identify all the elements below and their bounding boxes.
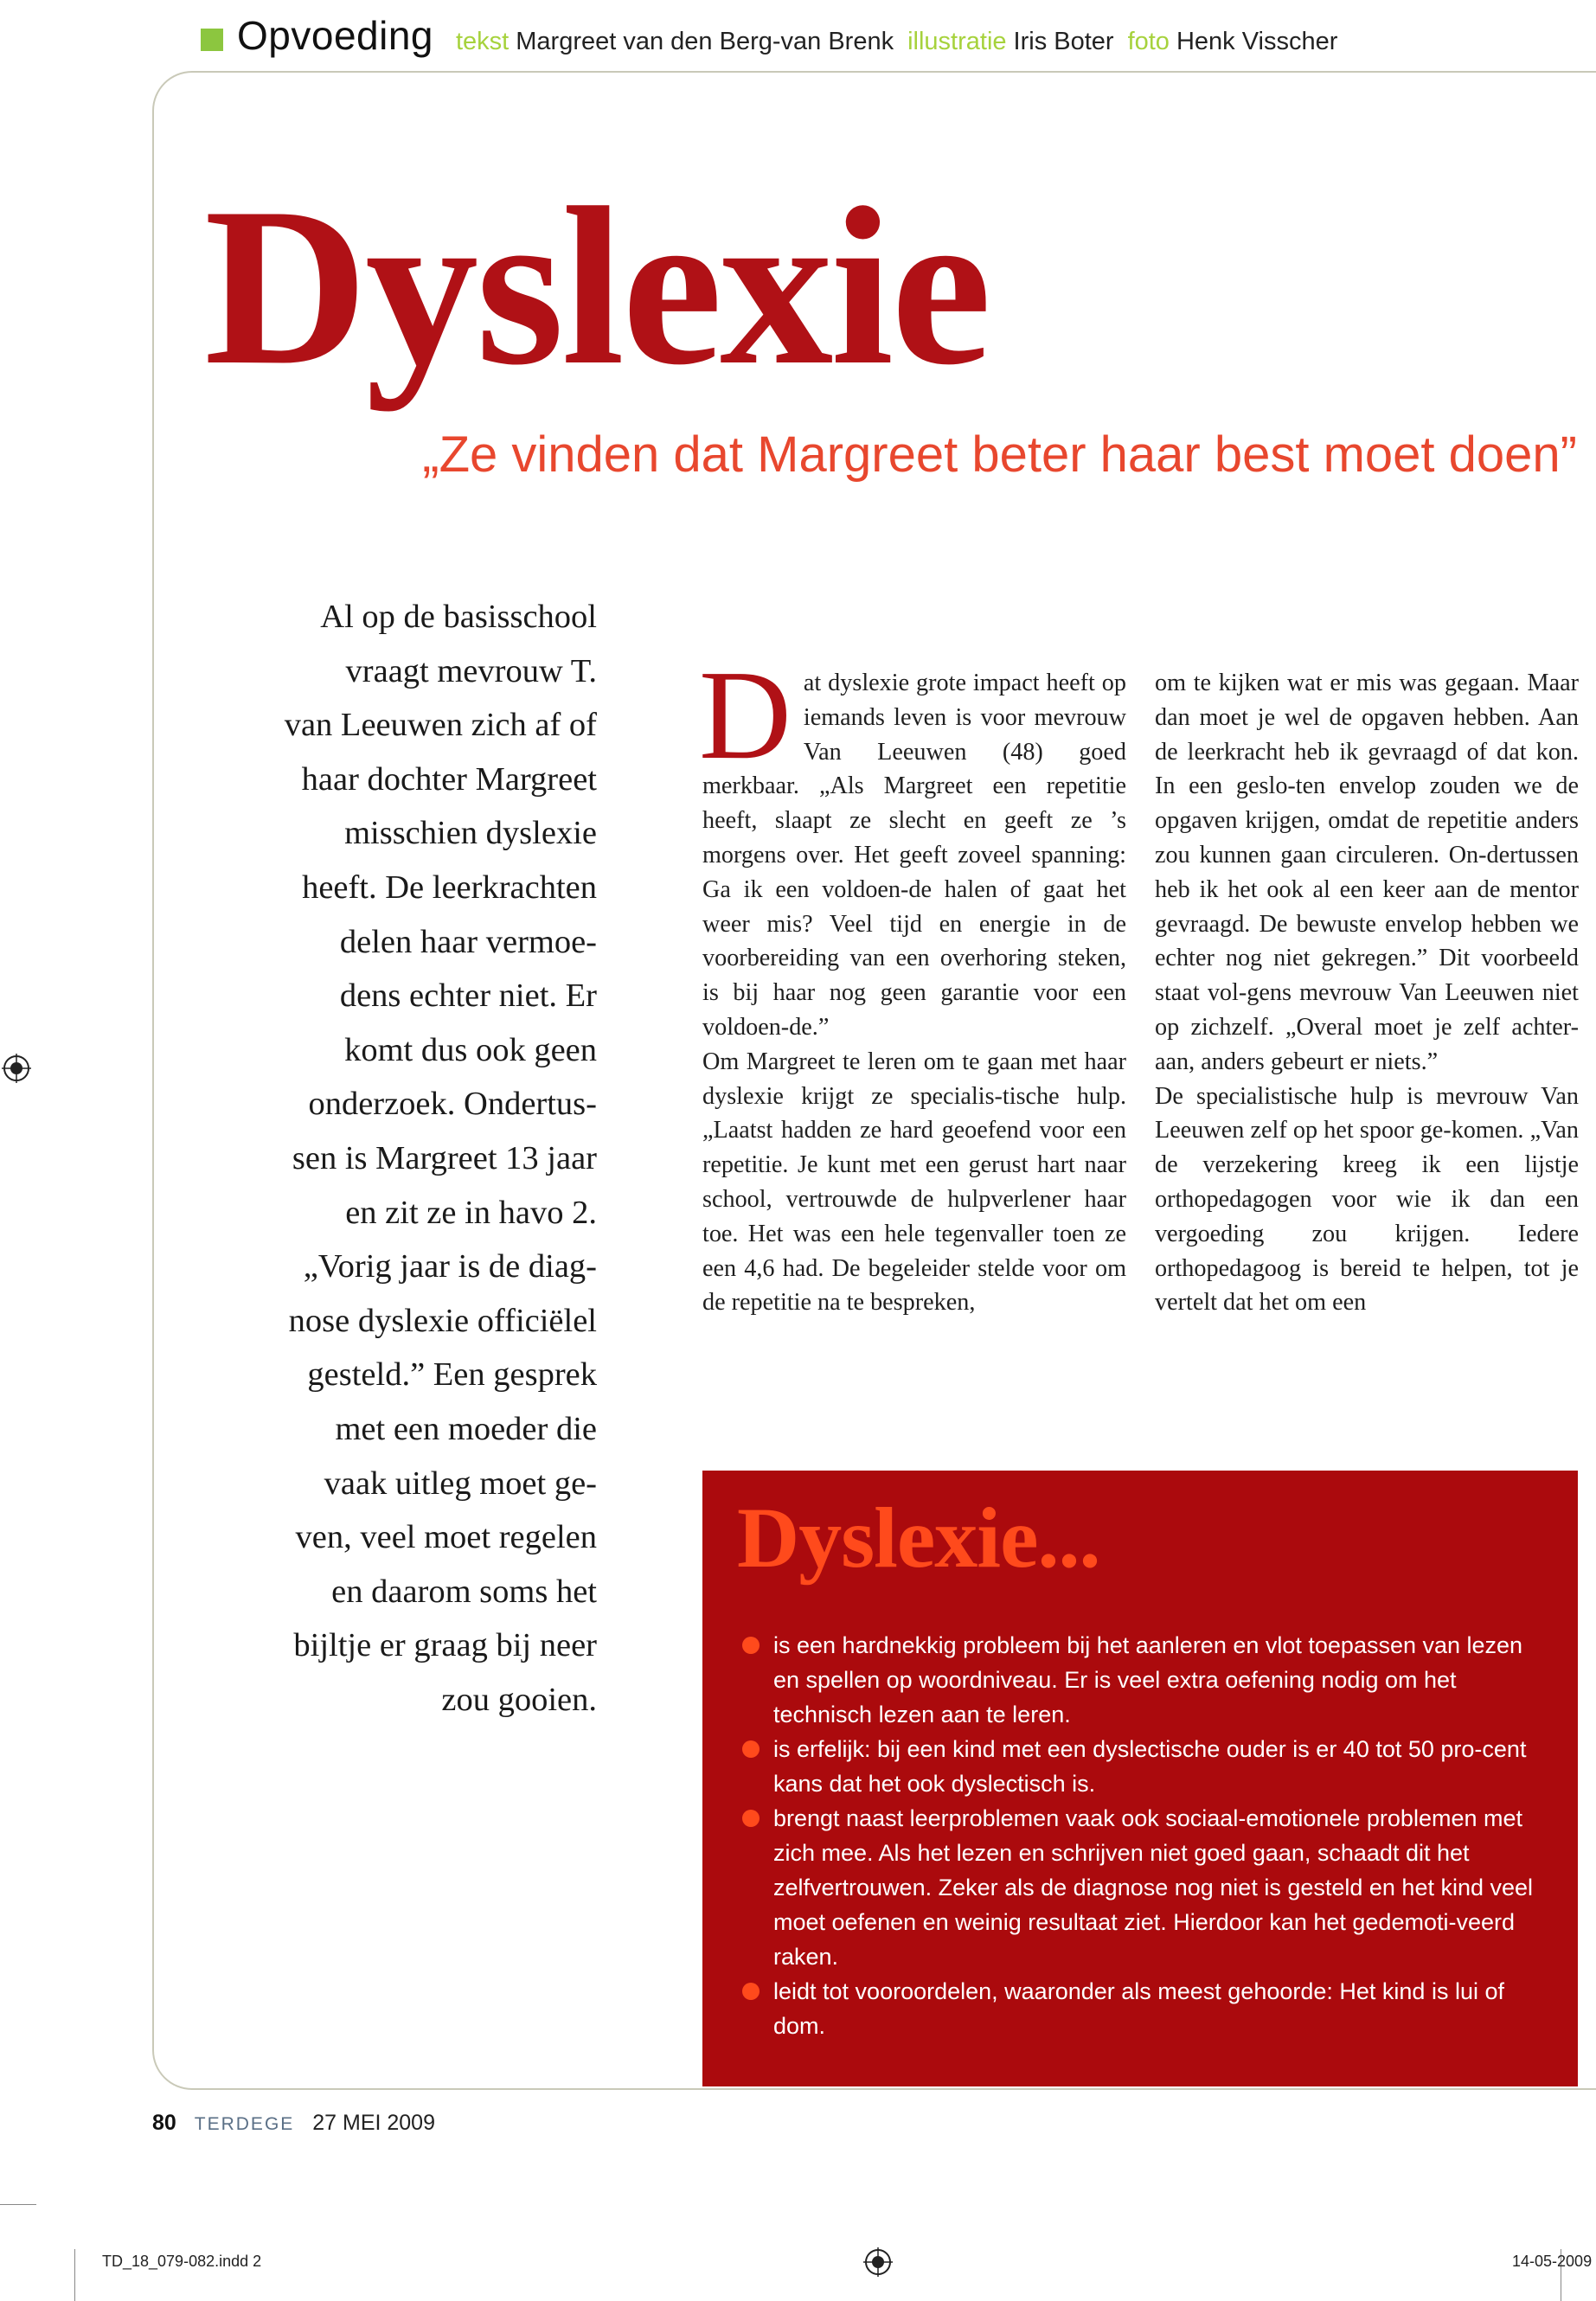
slug-date: 14-05-2009 — [1512, 2253, 1593, 2270]
intro-line: van Leeuwen zich af of — [284, 707, 597, 744]
bullet-icon — [742, 1637, 760, 1654]
intro-line: en zit ze in havo 2. — [345, 1194, 597, 1231]
intro-line: zou gooien. — [441, 1681, 597, 1718]
body-paragraph: Om Margreet te leren om te gaan met haar dyslexie krijgt ze specialis-tische hulp. „Laatst hadden ze hard geoefend voor een repetitie. Je kunt met een gerust hart naar school, vertrouwde de hulpverlener haar toe. Het was een hele tegenvaller toen ze een 4,6 had. De begeleider stelde voor om de repetitie na te bespreken, — [702, 1048, 1126, 1317]
intro-line: sen is Margreet 13 jaar — [292, 1139, 597, 1176]
intro-line: „Vorig jaar is de diag- — [303, 1248, 597, 1285]
list-item — [742, 1974, 1547, 2043]
article-subtitle: „Ze vinden dat Margreet beter haar best moet doen” — [422, 426, 1577, 483]
list-item-text: is een hardnekkig probleem bij het aanleren en vlot toepassen van lezen en spellen op woordniveau. Er is veel extra oefening nodig om het technisch lezen aan te leren. — [773, 1632, 1523, 1727]
registration-mark-icon — [2, 1054, 31, 1083]
article-title: Dyslexie — [204, 161, 990, 412]
info-box-title: Dyslexie... — [737, 1490, 1100, 1586]
intro-line: Al op de basisschool — [320, 599, 597, 635]
body-column-2 — [1155, 666, 1579, 1320]
intro-line: ven, veel moet regelen — [295, 1519, 597, 1556]
crop-mark — [74, 2249, 75, 2301]
intro-line: heeft. De leerkrachten — [302, 868, 597, 906]
page-footer — [152, 2111, 435, 2136]
list-item-text: leidt tot vooroordelen, waaronder als meest gehoorde: Het kind is lui of dom. — [773, 1978, 1504, 2039]
credit-role-illustration: illustratie — [907, 28, 1007, 55]
slug-file-name: TD_18_079-082.indd 2 — [102, 2253, 262, 2270]
list-item-text: brengt naast leerproblemen vaak ook sociaal-emotionele problemen met zich mee. Als het lezen en schrijven niet goed gaan, schaadt dit het zelfvertrouwen. Zeker als de diagnose nog niet is gesteld en het kind veel moet oefenen en weinig resultaat ziet. Hierdoor kan het gedemoti-veerd raken. — [773, 1805, 1534, 1970]
article-intro — [242, 590, 597, 1727]
intro-line: vraagt mevrouw T. — [345, 652, 597, 689]
bullet-icon — [742, 1810, 760, 1827]
intro-line: dens echter niet. Er — [339, 977, 597, 1015]
body-paragraph: om te kijken wat er mis was gegaan. Maar dan moet je wel de opgaven hebben. Aan de leerkracht heb ik gevraagd of dat kon. In een geslo-ten envelop zouden we de opgaven krijgen, omdat de repetitie anders zou kunnen gaan circuleren. On-dertussen heb ik het ook al een keer aan de mentor gevraagd. De bewuste envelop hebben we echter nog niet gekregen.” Dit voorbeeld staat vol-gens mevrouw Van Leeuwen niet op zichzelf. „Overal moet je zelf achter-aan, anders gebeurt er niets.” — [1155, 670, 1579, 1075]
intro-line: delen haar vermoe- — [339, 923, 597, 960]
issue-date: 27 MEI 2009 — [312, 2111, 435, 2135]
page-number: 80 — [152, 2111, 176, 2135]
section-marker-icon — [201, 29, 223, 51]
intro-line: misschien dyslexie — [344, 815, 597, 852]
intro-line: komt dus ook geen — [344, 1031, 597, 1068]
intro-line: gesteld.” Een gesprek — [307, 1356, 597, 1394]
magazine-name: TERDEGE — [194, 2114, 295, 2134]
credit-role-photo: foto — [1127, 28, 1170, 55]
list-item — [742, 1732, 1547, 1801]
intro-line: bijltje er graag bij neer — [293, 1627, 597, 1664]
intro-line: met een moeder die — [335, 1410, 597, 1447]
list-item-text: is erfelijk: bij een kind met een dyslectische ouder is er 40 tot 50 pro-cent kans dat het ook dyslectisch is. — [773, 1736, 1527, 1797]
intro-line: en daarom soms het — [331, 1573, 597, 1610]
crop-mark — [0, 2204, 36, 2205]
intro-line: nose dyslexie officiëlel — [288, 1302, 597, 1339]
bullet-icon — [742, 1740, 760, 1758]
section-name: Opvoeding — [237, 13, 433, 58]
intro-line: haar dochter Margreet — [301, 760, 597, 798]
intro-line: onderzoek. Ondertus- — [308, 1086, 597, 1123]
list-item — [742, 1628, 1547, 1732]
body-paragraph: De specialistische hulp is mevrouw Van Leeuwen zelf op het spoor ge-komen. „Van de verzekering kreeg ik een lijstje orthopedagogen voor wie ik dan een vergoeding zou krijgen. Iedere orthopedagoog is bereid te helpen, tot je vertelt dat het om een — [1155, 1082, 1579, 1317]
registration-mark-icon — [863, 2247, 893, 2277]
bullet-icon — [742, 1983, 760, 2000]
info-box-list — [742, 1628, 1547, 2043]
body-paragraph: at dyslexie grote impact heeft op iemands leven is voor mevrouw Van Leeuwen (48) goed merkbaar. „Als Margreet een repetitie heeft, slaapt ze slecht en geeft ze ’s morgens over. Het geeft zoveel spanning: Ga ik een voldoen-de halen of gaat het weer mis? Veel tijd en energie in de voorbereiding van een overhoring steken, is bij haar nog geen garantie voor een voldoen-de.” — [702, 670, 1126, 1041]
body-column-1 — [699, 644, 1126, 1320]
intro-line: vaak uitleg moet ge- — [324, 1465, 597, 1502]
drop-cap: D — [699, 644, 792, 786]
credit-name-illustration: Iris Boter — [1013, 28, 1114, 55]
credit-name-photo: Henk Visscher — [1176, 28, 1338, 55]
list-item — [742, 1801, 1547, 1974]
credit-name-text: Margreet van den Berg-van Brenk — [516, 28, 894, 55]
section-header — [201, 12, 1351, 64]
credit-role-text: tekst — [456, 28, 510, 55]
